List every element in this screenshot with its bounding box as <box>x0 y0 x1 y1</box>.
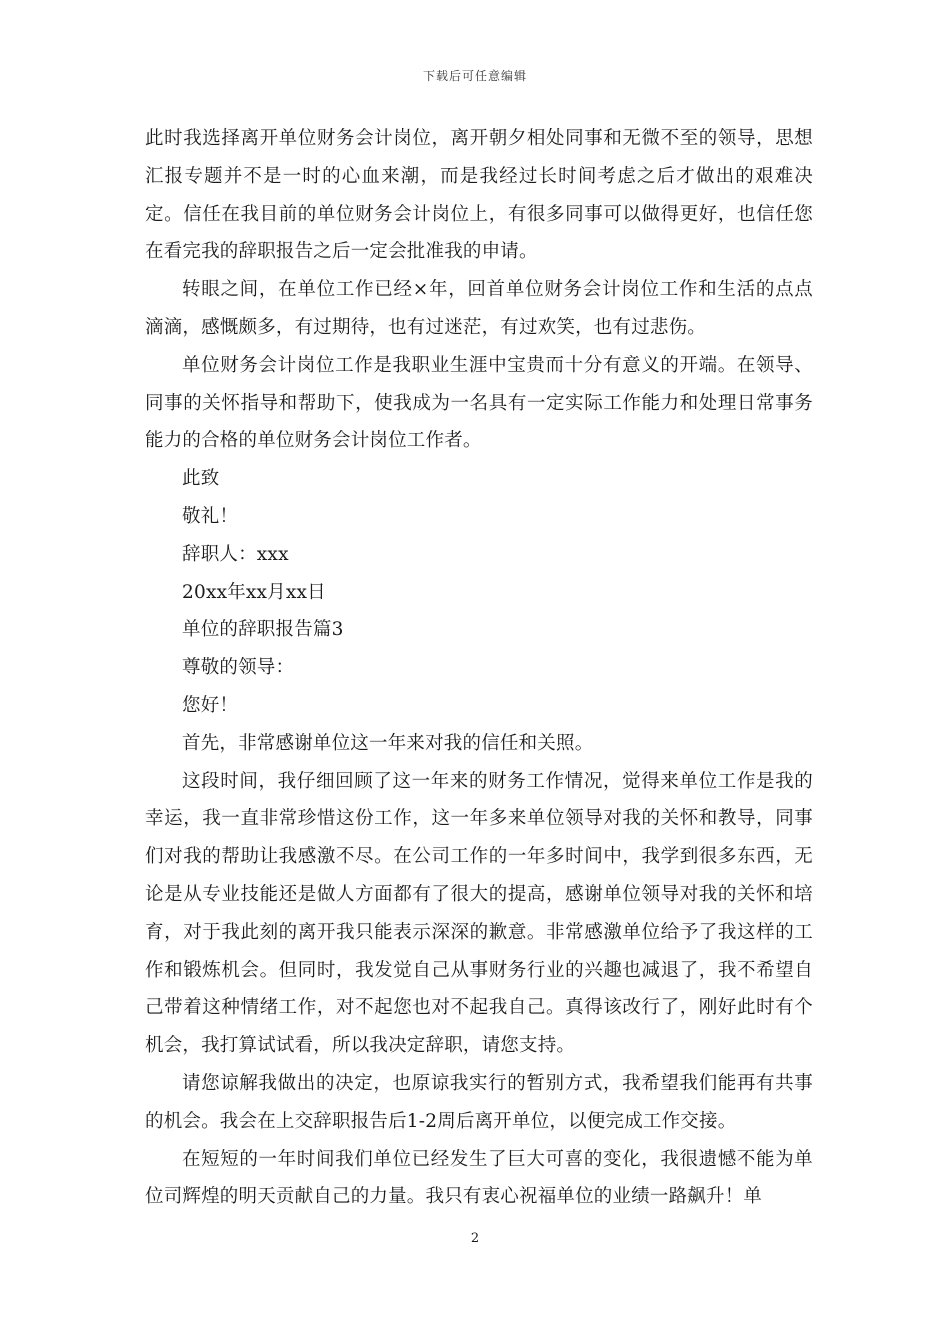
paragraph-6: 请您谅解我做出的决定，也原谅我实行的暂别方式，我希望我们能再有共事的机会。我会在上交辞职报告后1-2周后离开单位，以便完成工作交接。 <box>145 1072 813 1132</box>
paragraph-7: 在短短的一年时间我们单位已经发生了巨大可喜的变化，我很遗憾不能为单位司辉煌的明天贡献自己的力量。我只有衷心祝福单位的业绩一路飙升！单 <box>145 1148 813 1208</box>
paragraph-5: 这段时间，我仔细回顾了这一年来的财务工作情况，觉得来单位工作是我的幸运，我一直非常珍惜这份工作，这一年多来单位领导对我的关怀和教导，同事们对我的帮助让我感激不尽。在公司工作的一年多时间中，我学到很多东西，无论是从专业技能还是做人方面都有了很大的提高，感谢单位领导对我的关怀和培育，对于我此刻的离开我只能表示深深的歉意。非常感激单位给予了我这样的工作和锻炼机会。但同时，我发觉自己从事财务行业的兴趣也减退了，我不希望自己带着这种情绪工作，对不起您也对不起我自己。真得该改行了，刚好此时有个机会，我打算试试看，所以我决定辞职，请您支持。 <box>145 770 813 1057</box>
page-header: 下载后可任意编辑 <box>422 69 527 83</box>
paragraph-2: 转眼之间，在单位工作已经×年，回首单位财务会计岗位工作和生活的点点滴滴，感慨颇多，有过期待，也有过迷茫，有过欢笑，也有过悲伤。 <box>145 279 813 338</box>
document-body <box>145 120 813 1216</box>
paragraph-3: 单位财务会计岗位工作是我职业生涯中宝贵而十分有意义的开端。在领导、同事的关怀指导和帮助下，使我成为一名具有一定实际工作能力和处理日常事务能力的合格的单位财务会计岗位工作者。 <box>145 354 813 452</box>
page-number: 2 <box>470 1231 480 1246</box>
signer: 辞职人：xxx <box>182 543 289 565</box>
closing-line-2: 敬礼！ <box>182 505 239 527</box>
date: 20xx年xx月xx日 <box>182 581 326 603</box>
hello: 您好！ <box>182 694 239 716</box>
paragraph-1: 此时我选择离开单位财务会计岗位，离开朝夕相处同事和无微不至的领导，思想汇报专题并不是一时的心血来潮，而是我经过长时间考虑之后才做出的艰难决定。信任在我目前的单位财务会计岗位上，有很多同事可以做得更好，也信任您在看完我的辞职报告之后一定会批准我的申请。 <box>145 128 813 263</box>
closing-line-1: 此致 <box>182 468 220 490</box>
salutation: 尊敬的领导： <box>182 657 295 679</box>
paragraph-4: 首先，非常感谢单位这一年来对我的信任和关照。 <box>182 732 594 754</box>
section-title: 单位的辞职报告篇3 <box>182 619 344 641</box>
